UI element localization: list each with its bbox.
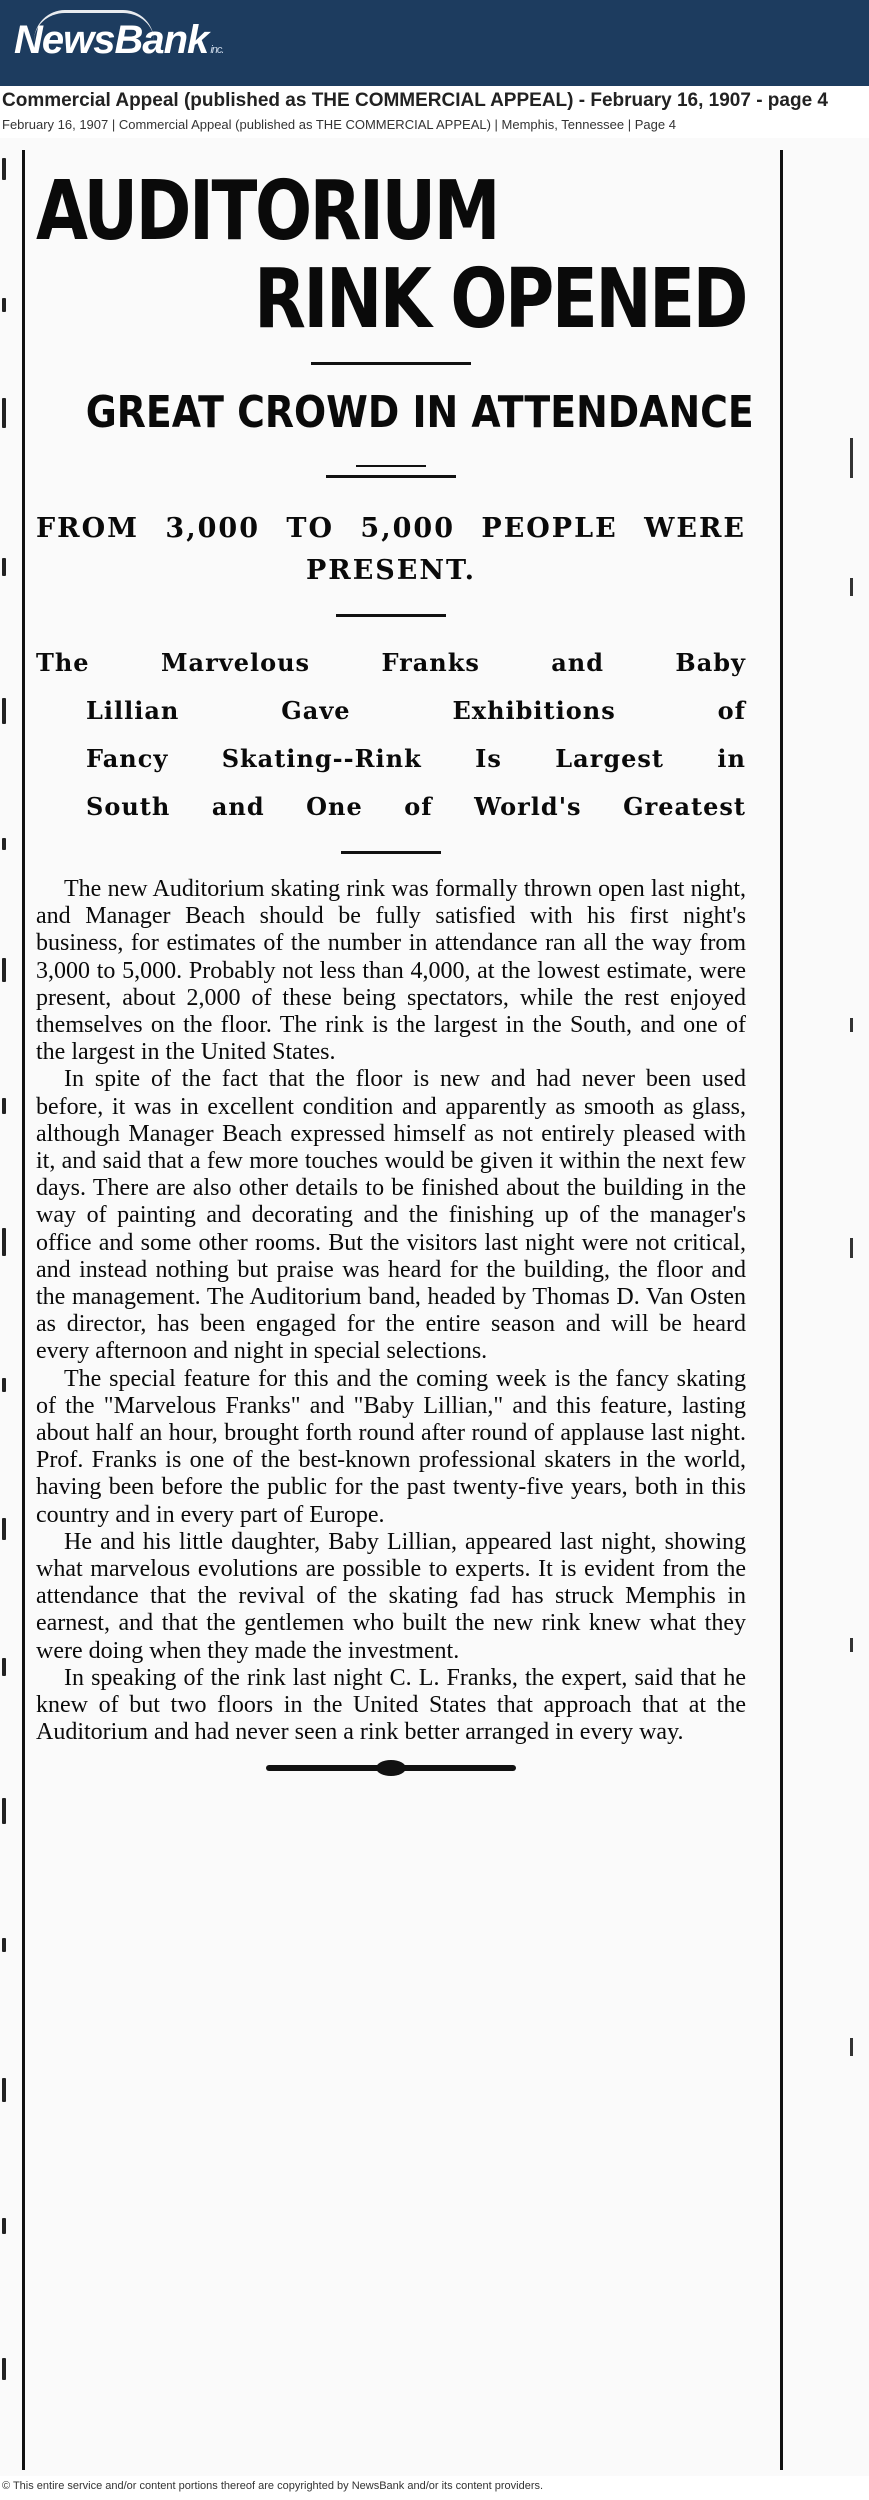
copyright-notice: © This entire service and/or content portions thereof are copyrighted by NewsBank and/or its content providers. bbox=[2, 2480, 544, 2492]
subhead-great-crowd: GREAT CROWD IN ATTENDANCE bbox=[85, 387, 754, 438]
column-rule-left bbox=[22, 150, 25, 2470]
deck-line-1: The Marvelous Franks and Baby bbox=[36, 648, 746, 677]
newsbank-header-bar bbox=[0, 0, 869, 86]
divider bbox=[336, 614, 446, 617]
divider bbox=[326, 475, 456, 478]
divider bbox=[311, 362, 471, 365]
divider bbox=[341, 851, 441, 854]
paragraph: In spite of the fact that the floor is new and had never been used before, it was in excellent condition and apparently as smooth as glass, although Manager Beach expressed himself as not entirely pleased with it, and said that a few more touches would be given it within the next few days. There are also other details to be finished about the building in the way of painting and decorating and the finishing up of the manager's office and some other rooms. But the visitors last night were not critical, and instead nothing but praise was heard for the building, the floor and the management. The Auditorium band, headed by Thomas D. Van Osten as director, has been engaged for the entire season and will be heard every afternoon and night in special selections. bbox=[36, 1066, 746, 1365]
newsbank-logo[interactable] bbox=[14, 18, 223, 63]
end-ornament bbox=[266, 1765, 516, 1771]
paragraph: In speaking of the rink last night C. L. Franks, the expert, said that he knew of but two floors in the United States that approach that at the Auditorium and had never seen a rink better arranged in every way. bbox=[36, 1664, 746, 1746]
subhead-deck bbox=[36, 639, 746, 831]
document-title: Commercial Appeal (published as THE COMMERCIAL APPEAL) - February 16, 1907 - page 4 bbox=[2, 90, 828, 111]
article-body bbox=[36, 876, 746, 1747]
column-rule-right bbox=[780, 150, 783, 2470]
headline-line-1: AUDITORIUM bbox=[36, 164, 499, 259]
deck-line-3: Fancy Skating--Rink Is Largest in bbox=[86, 744, 746, 773]
newspaper-scan bbox=[0, 138, 869, 2476]
subhead-attendance: FROM 3,000 TO 5,000 PEOPLE WERE PRESENT. bbox=[36, 513, 746, 586]
logo-suffix: inc. bbox=[210, 44, 224, 56]
paragraph: He and his little daughter, Baby Lillian, appeared last night, showing what marvelous evolutions are possible to experts. It is evident from the attendance that the revival of the skating fad has struck Memphis in earnest, and that the gentlemen who built the new rink knew what they were doing when they made the investment. bbox=[36, 1528, 746, 1664]
paragraph: The special feature for this and the coming week is the fancy skating of the "Marvelous Franks" and "Baby Lillian," and this feature, lasting about half an hour, brought forth round after round of applause last night. Prof. Franks is one of the best-known professional skaters in the world, having been before the public for the past twenty-five years, both in this country and in every part of Europe. bbox=[36, 1365, 746, 1528]
logo-text: NewsBank bbox=[14, 18, 209, 62]
document-meta: February 16, 1907 | Commercial Appeal (published as THE COMMERCIAL APPEAL) | Memphis, Tennessee | Page 4 bbox=[2, 117, 676, 132]
deck-line-4: South and One of World's Greatest bbox=[86, 792, 746, 821]
paragraph: The new Auditorium skating rink was formally thrown open last night, and Manager Beach should be fully satisfied with his first night's business, for estimates of the number in attendance ran all the way from 3,000 to 5,000. Probably not less than 4,000, at the lowest estimate, were present, about 2,000 of these being spectators, while the rest enjoyed themselves on the floor. The rink is the largest in the South, and one of the largest in the United States. bbox=[36, 876, 746, 1066]
divider bbox=[356, 465, 426, 467]
deck-line-2: Lillian Gave Exhibitions of bbox=[86, 696, 746, 725]
headline-line-2: RINK OPENED bbox=[254, 252, 747, 347]
article bbox=[36, 164, 754, 1771]
adjacent-column-edge-left bbox=[0, 138, 20, 2476]
